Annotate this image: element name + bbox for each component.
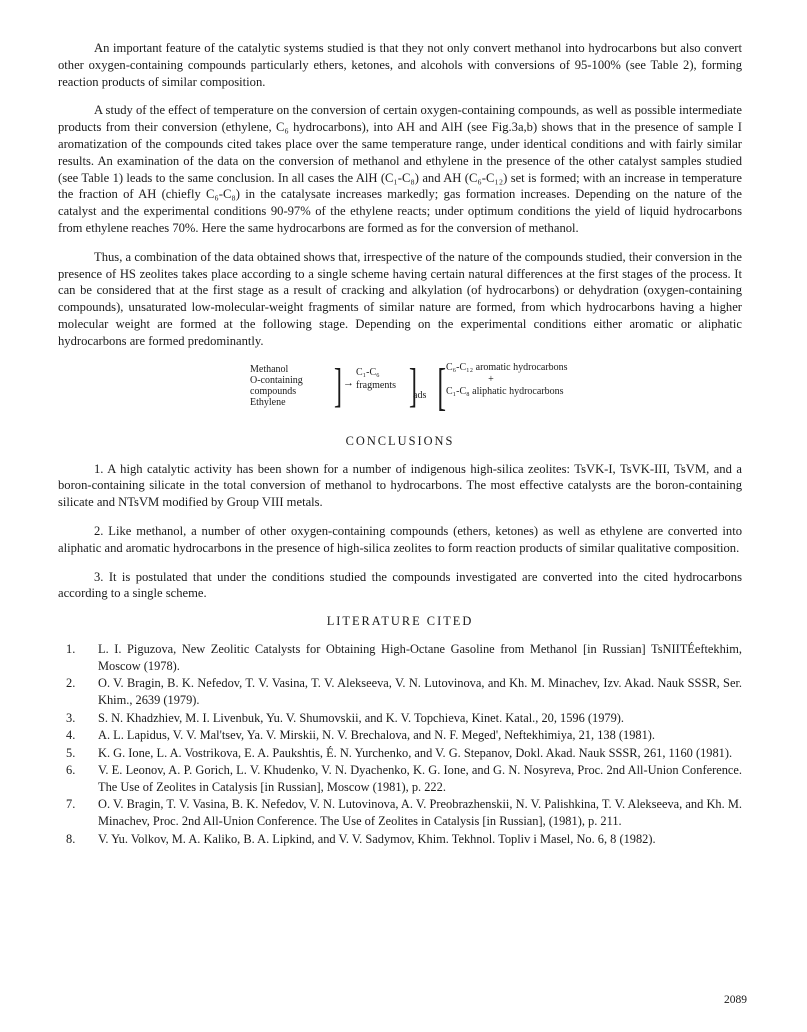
conclusion-item: 3. It is postulated that under the conditions studied the compounds investigated are converted into the cited hydrocarbons according to a single scheme.: [58, 569, 742, 601]
reference-number: 1.: [66, 642, 76, 657]
reference-item: [58, 675, 742, 708]
reference-number: 7.: [66, 797, 76, 812]
paragraph-temperature-study: A study of the effect of temperature on the conversion of certain oxygen-containing compounds, as well as possible intermediate products from their conversion (ethylene, C₆ hydrocarbons), into AH and AlH (see Fig.3a,b) shows that in the presence of sample I aromatization of the compounds cited takes place over the same temperature range, under identical conditions and with fairly similar results. An examination of the data on the conversion of methanol and ethylene in the presence of the other catalyst samples studied (see Table 1) leads to the same conclusion. In all cases the AlH (C₁-C₈) and AH (C₆-C₁₂) set is formed; with an increase in temperature the fraction of AH (chiefly C₆-C₈) in the catalysate increases markedly; gas formation increases. Depending on the nature of the catalyst and the experimental conditions 90-97% of the ethylene reacts; under optimum conditions the yield of liquid hydrocarbons from ethylene reaches 70%. Here the same hydrocarbons are formed as for the conversion of methanol.: [58, 103, 742, 235]
scheme-fragments: [356, 367, 396, 393]
conclusion-item: 1. A high catalytic activity has been shown for a number of indigenous high-silica zeolites: TsVK-I, TsVK-III, TsVM, and a boron-containing silicate in the total conversion of methanol to hydrocarbons. The most effective catalysts are the boron-containing silicate and NTsVM modified by Group VIII metals.: [58, 461, 742, 510]
reference-number: 3.: [66, 710, 76, 725]
conclusions-heading: CONCLUSIONS: [345, 433, 455, 448]
plus-icon: +: [488, 373, 494, 385]
reference-item: [58, 727, 742, 744]
reference-number: 2.: [66, 676, 76, 691]
arrow-right-icon: →: [343, 376, 354, 389]
bracket-right-icon: ]: [408, 358, 417, 412]
reaction-scheme: [58, 358, 742, 424]
reference-number: 8.: [66, 831, 76, 846]
scheme-products: [446, 362, 568, 397]
product-aliphatic: C₁-C₈ aliphatic hydrocarbons: [446, 385, 564, 397]
reference-item: [58, 831, 742, 848]
scheme-input-ethylene: Ethylene: [250, 396, 286, 408]
fragment-formula: C₁-C₆: [356, 366, 380, 378]
page-number: 2089: [724, 994, 747, 1006]
reference-item: [58, 745, 742, 762]
reference-text: K. G. Ione, L. A. Vostrikova, E. A. Paukshtis, É. N. Yurchenko, and V. G. Stepanov, Dokl. Akad. Nauk SSSR, 261, 1160 (1981).: [98, 745, 733, 760]
reference-text: O. V. Bragin, B. K. Nefedov, T. V. Vasina, T. V. Alekseeva, V. N. Lutovinova, and Kh. M. Minachev, Izv. Akad. Nauk SSSR, Ser. Khim., 2639 (1979).: [98, 676, 742, 707]
reference-item: [58, 762, 742, 795]
paragraph-combination: Thus, a combination of the data obtained shows that, irrespective of the nature of the compounds studied, their conversion in the presence of HS zeolites takes place according to a single scheme having certain natural differences at the first stages of the process. It can be considered that at the first stage as a result of cracking and alkylation (of hydrocarbons) or dehydration (oxygen-containing compounds), unsaturated low-molecular-weight fragments of similar nature are formed, from which hydrocarbons having a higher molecular weight are formed at the following stage. Depending on the experimental conditions either aromatic or aliphatic hydrocarbons are formed predominantly.: [58, 249, 742, 348]
reference-item: [58, 796, 742, 829]
reference-number: 4.: [66, 728, 76, 743]
reference-number: 6.: [66, 763, 76, 778]
bracket-left-icon: [: [437, 358, 446, 416]
reference-text: L. I. Piguzova, New Zeolitic Catalysts for Obtaining High-Octane Gasoline from Methanol [in Russian] TsNIITÉeftekhim, Moscow (1978).: [98, 642, 742, 673]
reference-text: S. N. Khadzhiev, M. I. Livenbuk, Yu. V. Shumovskii, and K. V. Topchieva, Kinet. Katal., 20, 1596 (1979).: [98, 710, 625, 725]
literature-heading: LITERATURE CITED: [326, 614, 474, 629]
product-aromatic: C₆-C₁₂ aromatic hydrocarbons: [446, 361, 568, 373]
reference-text: V. Yu. Volkov, M. A. Kaliko, B. A. Lipkind, and V. V. Sadymov, Khim. Tekhnol. Topliv i Masel, No. 6, 8 (1982).: [98, 831, 656, 846]
paragraph-catalytic-feature: An important feature of the catalytic systems studied is that they not only convert methanol into hydrocarbons but also convert other oxygen-containing compounds particularly ethers, ketones, and alcohols with conversions of 95-100% (see Table 2), forming reaction products of similar composition.: [58, 41, 742, 89]
scheme-input-methanol: Methanol: [250, 363, 289, 375]
scheme-inputs: [250, 364, 303, 408]
reference-text: V. E. Leonov, A. P. Gorich, L. V. Khudenko, V. N. Dyachenko, K. G. Ione, and G. N. Nosyreva, Proc. 2nd All-Union Conference. The Use of Zeolites in Catalysis [in Russian], Moscow (1981), p. 222.: [98, 763, 742, 794]
scheme-input-compounds: compounds: [250, 385, 297, 397]
reference-item: [58, 641, 742, 674]
scheme-input-o-containing: O-containing: [250, 374, 303, 386]
page-body: [58, 40, 742, 848]
reference-number: 5.: [66, 745, 76, 760]
reference-item: [58, 710, 742, 727]
ads-label: ads: [413, 389, 427, 401]
reference-text: O. V. Bragin, T. V. Vasina, B. K. Nefedov, V. N. Lutovinova, A. V. Preobrazhenskii, N. V. Palishkina, T. V. Alekseeva, and Kh. M. Minachev, Proc. 2nd All-Union Conference. The Use of Zeolites in Catalysis [in Russian], (1981), p. 211.: [98, 797, 742, 829]
reference-list: [58, 641, 742, 847]
bracket-right-icon: ]: [333, 358, 342, 412]
conclusion-item: 2. Like methanol, a number of other oxygen-containing compounds (ethers, ketones) as well as ethylene are converted into aliphatic and aromatic hydrocarbons in the presence of high-silica zeolites to form reaction products of similar qualitative composition.: [58, 523, 742, 555]
fragment-label: fragments: [356, 379, 396, 391]
reference-text: A. L. Lapidus, V. V. Mal'tsev, Ya. V. Mirskii, N. V. Brechalova, and N. F. Meged', Neftekhimiya, 21, 138 (1981).: [98, 728, 656, 743]
